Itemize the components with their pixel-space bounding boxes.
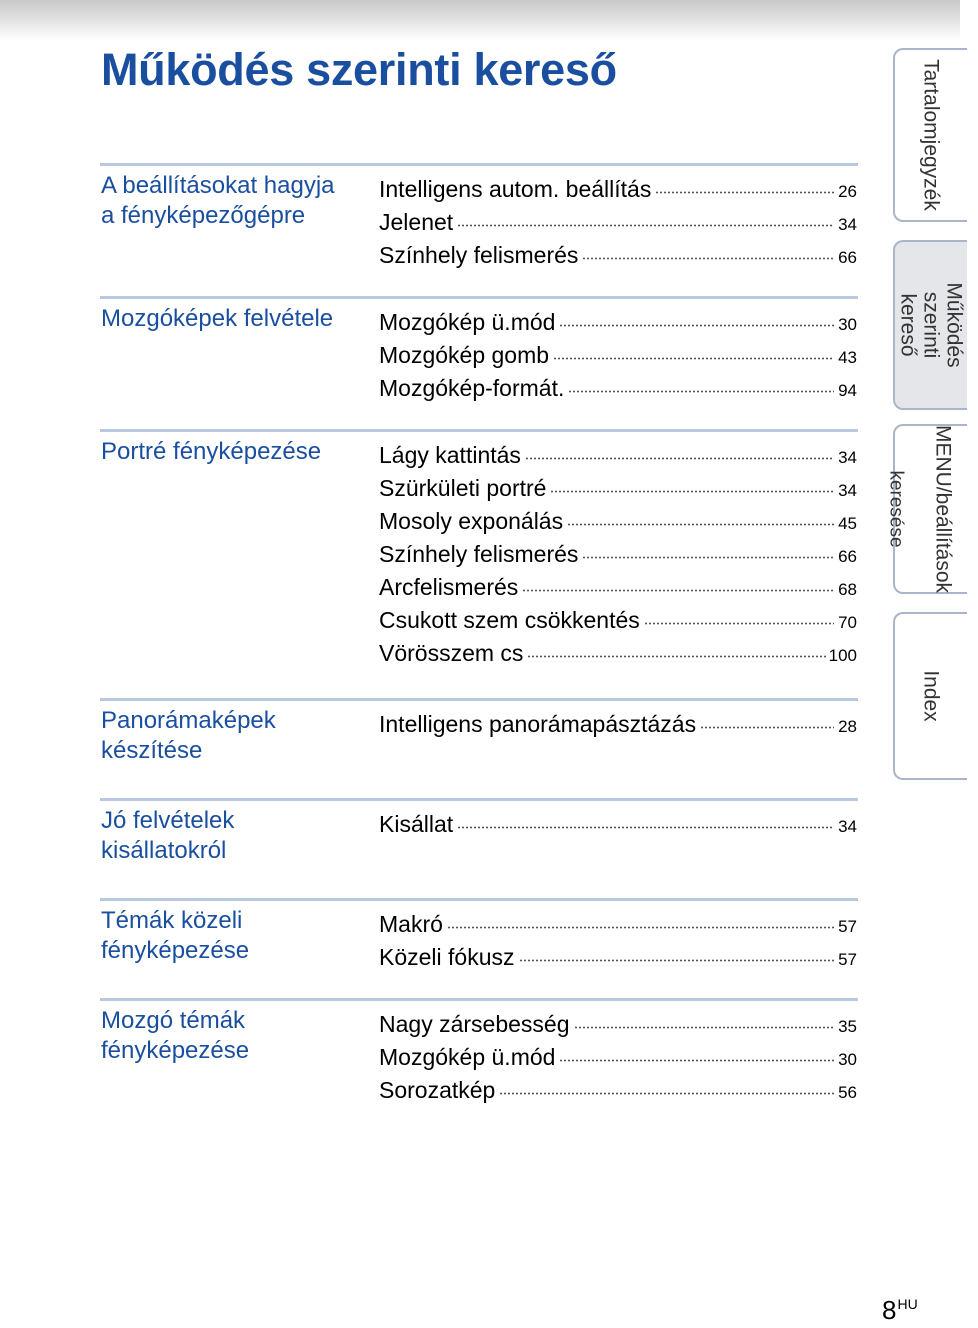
- section-items: [379, 808, 857, 841]
- index-entry[interactable]: [379, 1074, 857, 1107]
- entry-page-number: 68: [838, 580, 857, 599]
- section-items: [379, 708, 857, 741]
- tab-menu-settings-search[interactable]: [885, 424, 967, 594]
- entry-page-number: 57: [838, 950, 857, 969]
- dot-leader: [522, 589, 834, 592]
- section: [100, 898, 858, 970]
- entry-label: Intelligens panorámapásztázás: [379, 711, 697, 737]
- index-entry[interactable]: [379, 339, 857, 372]
- dot-leader: [582, 556, 834, 559]
- index-entry[interactable]: [379, 1008, 857, 1041]
- page-number-value: 8: [882, 1295, 897, 1325]
- section-items: [379, 1008, 857, 1107]
- entry-page-number: 30: [838, 315, 857, 334]
- dot-leader: [553, 357, 834, 360]
- section: [100, 798, 858, 864]
- index-entry[interactable]: [379, 908, 857, 941]
- index-entry[interactable]: [379, 439, 857, 472]
- entry-page-number: 30: [838, 1050, 857, 1069]
- entry-label: Intelligens autom. beállítás: [379, 176, 652, 202]
- entry-label: Arcfelismerés: [379, 574, 519, 600]
- section: [100, 698, 858, 764]
- dot-leader: [457, 224, 834, 227]
- entry-page-number: 34: [838, 215, 857, 234]
- entry-label: Kisállat: [379, 811, 454, 837]
- index-entry[interactable]: [379, 1041, 857, 1074]
- entry-page-number: 28: [838, 717, 857, 736]
- entry-label: Színhely felismerés: [379, 541, 579, 567]
- entry-page-number: 66: [838, 248, 857, 267]
- dot-leader: [550, 490, 834, 493]
- entry-label: Mozgókép-formát.: [379, 375, 565, 401]
- section: [100, 163, 858, 268]
- index-entry[interactable]: [379, 372, 857, 405]
- section-category: Jó felvételek kisállatokról: [101, 807, 235, 864]
- entry-page-number: 57: [838, 917, 857, 936]
- index-entry[interactable]: [379, 472, 857, 505]
- dot-leader: [700, 726, 834, 729]
- entry-label: Mozgókép ü.mód: [379, 309, 556, 335]
- entry-page-number: 66: [838, 547, 857, 566]
- entry-label: Sorozatkép: [379, 1077, 496, 1103]
- section-items: [379, 306, 857, 405]
- dot-leader: [559, 1059, 834, 1062]
- dot-leader: [655, 191, 834, 194]
- section-category: Mozgó témák fényképezése: [101, 1007, 250, 1064]
- index-entry[interactable]: [379, 808, 857, 841]
- section-items: [379, 439, 857, 670]
- tab-label-search-by-function: Működés szerinti kereső: [896, 282, 966, 368]
- section-category: Témák közeli fényképezése: [101, 907, 250, 964]
- dot-leader: [447, 926, 834, 929]
- index-entry[interactable]: [379, 571, 857, 604]
- index-entry[interactable]: [379, 637, 857, 670]
- entry-label: Makró: [379, 911, 443, 937]
- entry-label: Lágy kattintás: [379, 442, 521, 468]
- dot-leader: [644, 622, 834, 625]
- entry-page-number: 35: [838, 1017, 857, 1036]
- dot-leader: [457, 826, 834, 829]
- index-entry[interactable]: [379, 206, 857, 239]
- entry-label: Mozgókép gomb: [379, 342, 550, 368]
- entry-label: Közeli fókusz: [379, 944, 515, 970]
- tab-table-of-contents[interactable]: [893, 48, 967, 222]
- dot-leader: [567, 523, 834, 526]
- entry-page-number: 34: [838, 448, 857, 467]
- section-category: Panorámaképek készítése: [101, 707, 276, 764]
- entry-page-number: 70: [838, 613, 857, 632]
- index-entry[interactable]: [379, 708, 857, 741]
- entry-label: Nagy zársebesség: [379, 1011, 570, 1037]
- entry-label: Mosoly exponálás: [379, 508, 564, 534]
- dot-leader: [525, 457, 834, 460]
- section: [100, 296, 858, 401]
- tab-label-index: Index: [919, 670, 943, 722]
- entry-page-number: 45: [838, 514, 857, 533]
- dot-leader: [519, 959, 834, 962]
- index-entry[interactable]: [379, 306, 857, 339]
- dot-leader: [574, 1026, 835, 1029]
- page-title: Működés szerinti kereső: [101, 44, 617, 95]
- section-category: Portré fényképezése: [101, 438, 322, 465]
- tab-label-toc: Tartalomjegyzék: [919, 59, 943, 211]
- index-entry[interactable]: [379, 604, 857, 637]
- entry-page-number: 56: [838, 1083, 857, 1102]
- entry-page-number: 34: [838, 481, 857, 500]
- index-entry[interactable]: [379, 941, 857, 974]
- entry-label: Csukott szem csökkentés: [379, 607, 640, 633]
- entry-page-number: 26: [838, 182, 857, 201]
- section-items: [379, 908, 857, 974]
- index-entry[interactable]: [379, 505, 857, 538]
- dot-leader: [527, 655, 825, 658]
- entry-label: Színhely felismerés: [379, 242, 579, 268]
- page-number: [882, 1296, 918, 1328]
- section-category: Mozgóképek felvétele: [101, 305, 334, 332]
- tab-label-menu-line1: MENU/beállítások: [931, 424, 955, 594]
- index-entry[interactable]: [379, 538, 857, 571]
- page-number-suffix: HU: [897, 1296, 918, 1312]
- entry-label: Szürkületi portré: [379, 475, 547, 501]
- tab-index[interactable]: [893, 612, 967, 780]
- entry-page-number: 34: [838, 817, 857, 836]
- tab-label-menu-line2: keresése: [885, 470, 907, 548]
- section-category: A beállításokat hagyja a fényképezőgépre: [101, 172, 335, 229]
- entry-label: Mozgókép ü.mód: [379, 1044, 556, 1070]
- section: [100, 429, 858, 666]
- dot-leader: [559, 324, 834, 327]
- tab-label-menu-settings: [885, 425, 978, 593]
- dot-leader: [582, 257, 834, 260]
- entry-label: Vörösszem cs: [379, 640, 524, 666]
- section-items: [379, 173, 857, 272]
- dot-leader: [499, 1092, 834, 1095]
- tab-search-by-function[interactable]: [893, 240, 967, 410]
- index-entry[interactable]: [379, 239, 857, 272]
- index-entry[interactable]: [379, 173, 857, 206]
- entry-page-number: 100: [828, 646, 857, 665]
- section: [100, 998, 858, 1103]
- dot-leader: [568, 390, 834, 393]
- entry-page-number: 94: [838, 381, 857, 400]
- entry-page-number: 43: [838, 348, 857, 367]
- entry-label: Jelenet: [379, 209, 454, 235]
